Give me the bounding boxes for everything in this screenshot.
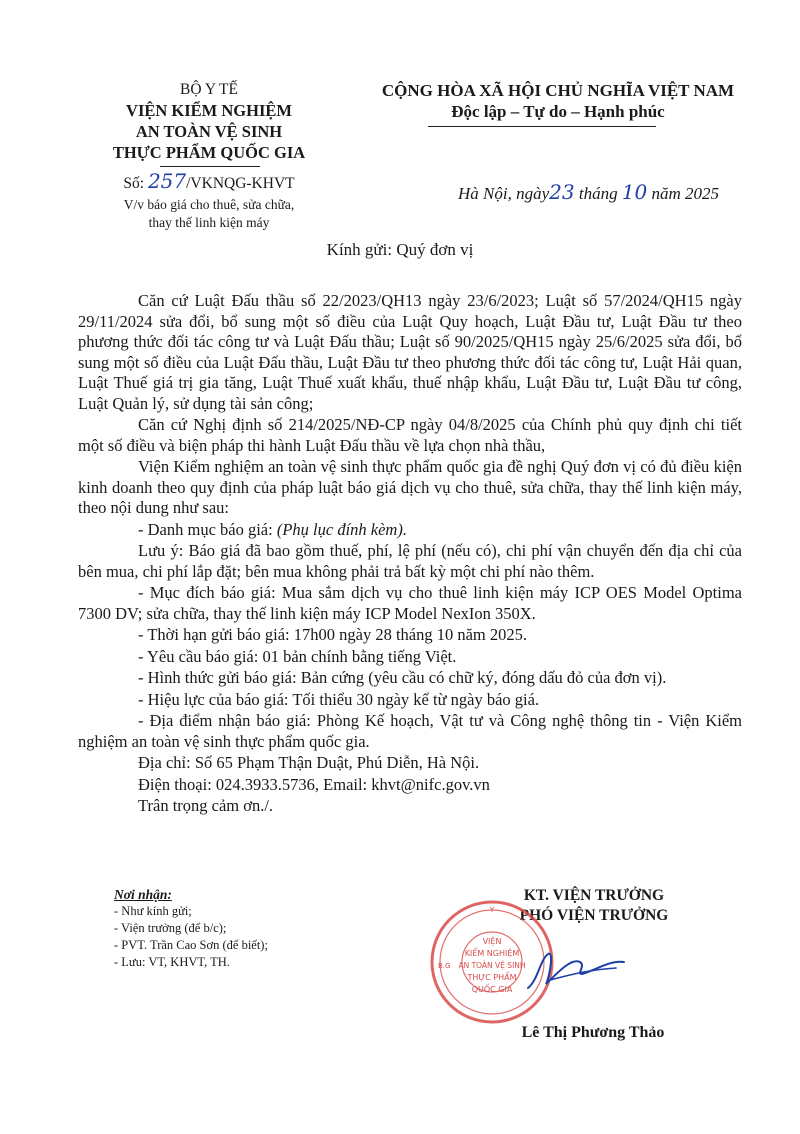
date-line bbox=[458, 180, 719, 204]
recipient-item: - Như kính gửi; bbox=[114, 904, 192, 918]
document-reference bbox=[78, 170, 340, 231]
recipient-item: - PVT. Trần Cao Sơn (để biết); bbox=[114, 938, 268, 952]
country-name: CỘNG HÒA XÃ HỘI CHỦ NGHĨA VIỆT NAM bbox=[381, 81, 735, 100]
svg-text:KIỂM NGHIỆM: KIỂM NGHIỆM bbox=[464, 949, 520, 958]
paragraph-requirement: - Yêu cầu báo giá: 01 bản chính bằng tiếng Việt. bbox=[138, 646, 457, 666]
org-name-line2: AN TOÀN VỆ SINH bbox=[135, 122, 283, 141]
recipient-item: - Lưu: VT, KHVT, TH. bbox=[114, 955, 230, 969]
paragraph-format: - Hình thức gửi báo giá: Bản cứng (yêu cầu có chữ ký, đóng dấu đỏ của đơn vị). bbox=[138, 668, 667, 687]
svg-text:VIỆN: VIỆN bbox=[482, 937, 502, 946]
subject-line1: V/v báo giá cho thuê, sửa chữa, bbox=[123, 197, 295, 212]
paragraph-quote-list bbox=[78, 520, 742, 541]
letter-body bbox=[78, 291, 742, 818]
signer-name: Lê Thị Phương Thảo bbox=[521, 1024, 665, 1041]
quote-list-label: - Danh mục báo giá: bbox=[138, 519, 277, 539]
header-left-underline bbox=[160, 166, 260, 167]
issuer-header bbox=[78, 80, 340, 163]
signature-title-line2: PHÓ VIỆN TRƯỞNG bbox=[519, 907, 669, 924]
paragraph-validity: - Hiệu lực của báo giá: Tối thiểu 30 ngày kể từ ngày báo giá. bbox=[138, 689, 540, 709]
quote-list-appendix: (Phụ lục đính kèm). bbox=[276, 519, 407, 539]
svg-text:Y: Y bbox=[489, 906, 495, 914]
handwritten-month: 10 bbox=[621, 180, 648, 204]
paragraph-note: Lưu ý: Báo giá đã bao gồm thuế, phí, lệ phí (nếu có), chi phí vận chuyển đến địa chỉ của bên mua, chi phí lắp đặt; bên mua không phải trả bất kỳ một chi phí nào thêm. bbox=[78, 541, 742, 581]
addressee: Kính gửi: Quý đơn vị bbox=[326, 240, 474, 259]
header-right-underline bbox=[428, 126, 656, 127]
svg-text:THỰC PHẨM: THỰC PHẨM bbox=[467, 973, 517, 982]
document-number bbox=[78, 170, 340, 195]
paragraph-purpose: - Mục đích báo giá: Mua sắm dịch vụ cho thuê linh kiện máy ICP OES Model Optima 7300 DV; sửa chữa, thay thế linh kiện máy ICP Model NexIon 350X. bbox=[78, 583, 742, 623]
paragraph-request: Viện Kiểm nghiệm an toàn vệ sinh thực phẩm quốc gia đề nghị Quý đơn vị có đủ điều kiện kinh doanh theo quy định của pháp luật báo giá dịch vụ cho thuê, sửa chữa, thay thế linh kiện máy, theo nội dung như sau: bbox=[78, 457, 742, 517]
paragraph-contact: Điện thoại: 024.3933.5736, Email: khvt@nifc.gov.vn bbox=[138, 774, 490, 794]
paragraph-location: - Địa điểm nhận báo giá: Phòng Kế hoạch, Vật tư và Công nghệ thông tin - Viện Kiểm nghiệm an toàn vệ sinh thực phẩm quốc gia. bbox=[78, 711, 742, 751]
month-label: tháng bbox=[578, 184, 618, 203]
handwritten-number: 257 bbox=[147, 169, 187, 193]
svg-text:B.G: B.G bbox=[438, 962, 451, 970]
org-name-line1: VIỆN KIỂM NGHIỆM bbox=[126, 101, 292, 120]
number-label: Số: bbox=[123, 175, 145, 192]
subject-line2: thay thế linh kiện máy bbox=[148, 215, 270, 230]
paragraph-address: Địa chỉ: Số 65 Phạm Thận Duật, Phú Diễn, Hà Nội. bbox=[138, 753, 480, 772]
handwritten-day: 23 bbox=[549, 180, 575, 204]
paragraph-deadline: - Thời hạn gửi báo giá: 17h00 ngày 28 tháng 10 năm 2025. bbox=[138, 625, 528, 644]
org-name-line3: THỰC PHẨM QUỐC GIA bbox=[112, 143, 306, 162]
number-suffix: /VKNQG-KHVT bbox=[186, 175, 295, 192]
recipients-list bbox=[114, 886, 414, 971]
paragraph-closing: Trân trọng cảm ơn./. bbox=[138, 796, 274, 815]
paragraph-legal-basis-2: Căn cứ Nghị định số 214/2025/NĐ-CP ngày 04/8/2025 của Chính phủ quy định chi tiết một số điều và biện pháp thi hành Luật Đấu thầu về lựa chọn nhà thầu, bbox=[78, 415, 742, 455]
svg-text:QUỐC GIA: QUỐC GIA bbox=[471, 985, 513, 994]
national-header bbox=[348, 80, 768, 122]
recipients-title: Nơi nhận: bbox=[114, 887, 172, 902]
svg-text:AN TOÀN VỆ SINH: AN TOÀN VỆ SINH bbox=[458, 961, 526, 970]
handwritten-signature bbox=[520, 940, 630, 1000]
date-prefix: Hà Nội, ngày bbox=[458, 184, 550, 203]
recipient-item: - Viện trưởng (để b/c); bbox=[114, 921, 227, 935]
paragraph-legal-basis-1: Căn cứ Luật Đấu thầu số 22/2023/QH13 ngày 23/6/2023; Luật số 57/2024/QH15 ngày 29/11/2024 sửa đổi, bổ sung một số điều của Luật Quy hoạch, Luật Đầu tư, Luật Đầu tư theo phương thức đối tác công tư và Luật Đấu thầu; Luật số 90/2025/QH15 ngày 25/6/2025 sửa đổi, bổ sung một số điều của Luật Đấu thầu, Luật Đầu tư theo phương thức đối tác công tư, Luật Hải quan, Luật Thuế giá trị gia tăng, Luật Thuế xuất khẩu, thuế nhập khẩu, Luật Đầu tư, Luật Đầu tư công, Luật Quản lý, sử dụng tài sản công; bbox=[78, 291, 742, 413]
national-motto: Độc lập – Tự do – Hạnh phúc bbox=[451, 102, 665, 121]
ministry-name: BỘ Y TẾ bbox=[180, 81, 238, 98]
signature-title-line1: KT. VIỆN TRƯỞNG bbox=[523, 887, 665, 904]
year-label: năm 2025 bbox=[651, 184, 720, 203]
